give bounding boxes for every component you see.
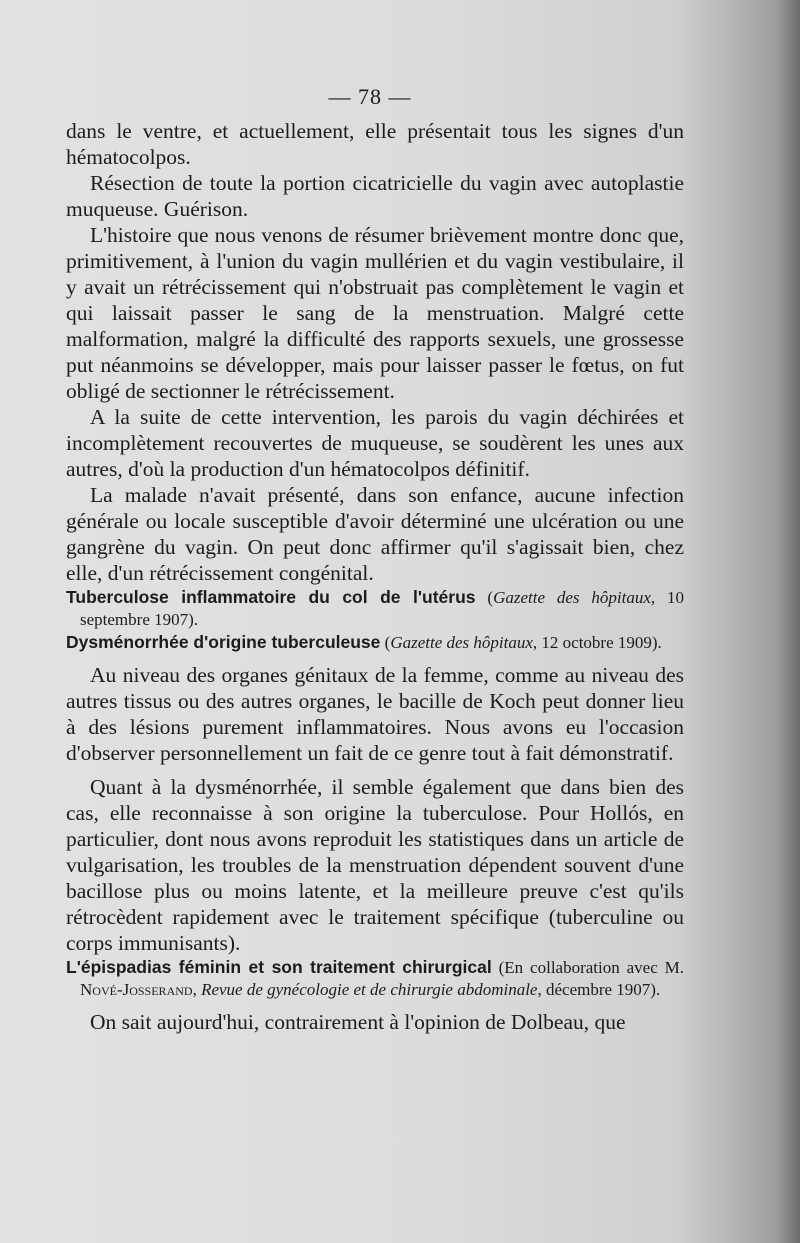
- paragraph: Quant à la dysménorrhée, il semble également que dans bien des cas, elle reconnaisse à son origine la tuberculose. Pour Hollós, en particulier, dont nous avons reproduit les statistiques dans un article de vulgarisation, les troubles de la menstruation dépendent souvent d'une bacillose plus ou moins latente, et la meilleure preuve c'est qu'ils rétrocèdent rapidement avec le traitement spécifique (tuberculine ou corps immunisants).: [66, 775, 684, 955]
- paragraph: On sait aujourd'hui, contrairement à l'opinion de Dolbeau, que: [90, 1010, 626, 1034]
- section-title: Tuberculose inflammatoire du col de l'utérus: [66, 587, 476, 607]
- paragraph: Résection de toute la portion cicatricielle du vagin avec autoplastie muqueuse. Guérison.: [66, 171, 684, 221]
- section-heading-epispadias: [66, 956, 684, 1001]
- section-source: (Gazette des hôpitaux, 12 octobre 1909).: [384, 633, 662, 652]
- paragraph: Au niveau des organes génitaux de la femme, comme au niveau des autres tissus ou des autres organes, le bacille de Koch peut donner lieu à des lésions purement inflammatoires. Nous avons eu l'occasion d'observer personnellement un fait de ce genre tout à fait démonstratif.: [66, 663, 684, 765]
- section-source: (Gazette des hôpitaux, 10 septembre 1907).: [80, 588, 685, 629]
- paragraph: La malade n'avait présenté, dans son enfance, aucune infection générale ou locale susceptible d'avoir déterminé une ulcération ou une gangrène du vagin. On peut donc affirmer qu'il s'agissait bien, chez elle, d'un rétrécissement congénital.: [66, 483, 684, 585]
- author-name: Nové-Josserand: [80, 980, 193, 999]
- paragraph: dans le ventre, et actuellement, elle présentait tous les signes d'un hématocolpos.: [66, 119, 684, 169]
- section-source: (En collaboration avec M. Nové-Josserand, Revue de gynécologie et de chirurgie abdominale, décembre 1907).: [80, 958, 684, 999]
- journal-name: Gazette des hôpitaux: [390, 633, 533, 652]
- page-body: [66, 118, 684, 1035]
- section-heading-dysmenorrhee: [66, 631, 684, 654]
- journal-name: Gazette des hôpitaux: [493, 588, 651, 607]
- paragraph: A la suite de cette intervention, les parois du vagin déchirées et incomplètement recouvertes de muqueuse, se soudèrent les unes aux autres, d'où la production d'un hématocolpos définitif.: [66, 405, 684, 481]
- paragraph: L'histoire que nous venons de résumer brièvement montre donc que, primitivement, à l'union du vagin mullérien et du vagin vestibulaire, il y avait un rétrécissement qui n'obstruait pas complètement le vagin et qui laissait passer le sang de la menstruation. Malgré cette malformation, malgré la difficulté des rapports sexuels, une grossesse put néanmoins se développer, mais pour laisser passer le fœtus, on fut obligé de sectionner le rétrécissement.: [66, 223, 684, 403]
- section-title: L'épispadias féminin et son traitement chirurgical: [66, 957, 492, 977]
- section-title: Dysménorrhée d'origine tuberculeuse: [66, 632, 381, 652]
- section-heading-tuberculose: [66, 586, 684, 631]
- page-number: — 78 —: [328, 84, 412, 109]
- journal-name: Revue de gynécologie et de chirurgie abdominale: [201, 980, 538, 999]
